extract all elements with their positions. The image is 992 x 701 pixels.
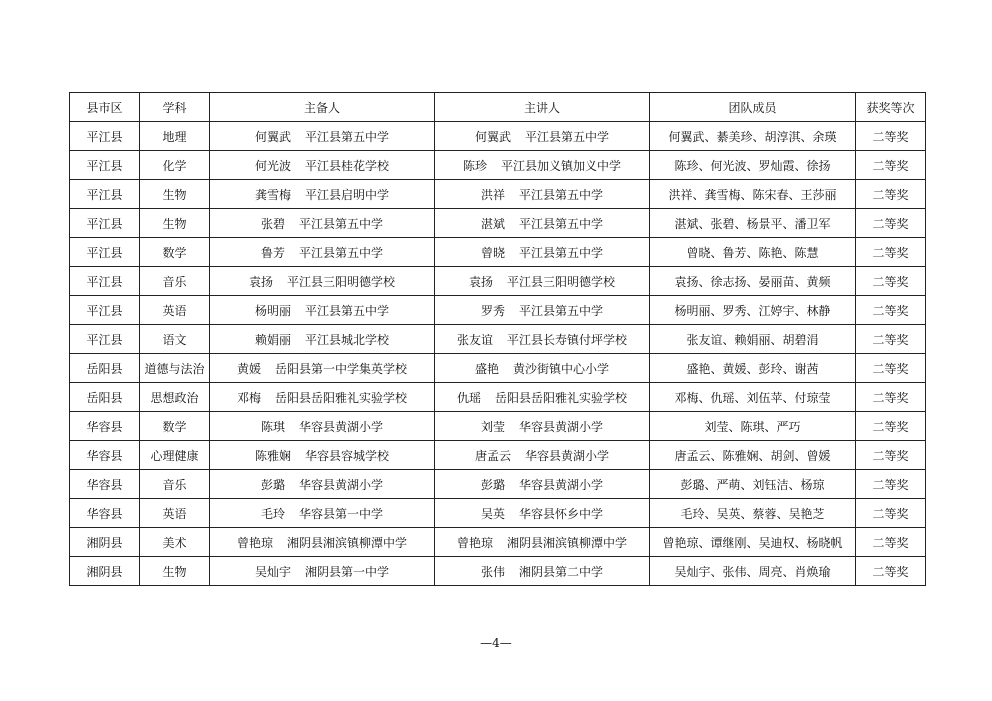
lecturer-cell-school: 华容县黄湖小学: [519, 477, 604, 492]
preparer-cell-name: 陈琪: [260, 419, 285, 434]
team-cell: 湛斌、张碧、杨景平、潘卫军: [650, 209, 856, 238]
award-cell: 二等奖: [856, 296, 926, 325]
lecturer-cell: [435, 267, 650, 296]
lecturer-cell-school: 平江县三阳明德学校: [507, 274, 616, 289]
preparer-cell: [210, 557, 435, 586]
table-row: [70, 441, 926, 470]
subject-cell: 道德与法治: [140, 354, 210, 383]
subject-cell: 音乐: [140, 470, 210, 499]
lecturer-cell: [435, 499, 650, 528]
preparer-cell-school: 岳阳县第一中学集英学校: [275, 361, 408, 376]
lecturer-cell-school: 华容县黄湖小学: [519, 419, 604, 434]
team-cell: 毛玲、吴英、蔡蓉、吴艳芝: [650, 499, 856, 528]
preparer-cell: [210, 499, 435, 528]
county-cell: 平江县: [70, 238, 140, 267]
lecturer-cell-name: 曾晓: [480, 245, 505, 260]
county-cell: 平江县: [70, 209, 140, 238]
team-cell: 曾艳琼、谭继刚、吴迪权、杨晓帆: [650, 528, 856, 557]
award-cell: 二等奖: [856, 470, 926, 499]
lecturer-cell: [435, 238, 650, 267]
award-cell: 二等奖: [856, 238, 926, 267]
preparer-cell: [210, 325, 435, 354]
award-cell: 二等奖: [856, 412, 926, 441]
table-row: [70, 151, 926, 180]
table-row: [70, 122, 926, 151]
preparer-cell-school: 华容县黄湖小学: [299, 419, 384, 434]
team-cell: 张友谊、赖娟丽、胡碧涓: [650, 325, 856, 354]
preparer-cell-name: 赖娟丽: [254, 332, 291, 347]
header-preparer: 主备人: [210, 93, 435, 122]
preparer-cell: [210, 528, 435, 557]
page-number: —4—: [480, 636, 512, 650]
preparer-cell-name: 邓梅: [236, 390, 261, 405]
county-cell: 华容县: [70, 470, 140, 499]
county-cell: 平江县: [70, 267, 140, 296]
subject-cell: 数学: [140, 412, 210, 441]
lecturer-cell-name: 陈珍: [462, 158, 487, 173]
lecturer-cell-name: 仇瑶: [456, 390, 481, 405]
team-cell: 唐孟云、陈雅娴、胡剑、曾媛: [650, 441, 856, 470]
lecturer-cell: [435, 180, 650, 209]
lecturer-cell: [435, 383, 650, 412]
table-row: [70, 470, 926, 499]
lecturer-cell: [435, 325, 650, 354]
subject-cell: 思想政治: [140, 383, 210, 412]
preparer-cell: [210, 354, 435, 383]
award-cell: 二等奖: [856, 325, 926, 354]
preparer-cell-school: 平江县启明中学: [305, 187, 390, 202]
preparer-cell: [210, 267, 435, 296]
preparer-cell-name: 袁扬: [248, 274, 273, 289]
team-cell: 曾晓、鲁芳、陈艳、陈慧: [650, 238, 856, 267]
preparer-cell-school: 平江县桂花学校: [305, 158, 390, 173]
lecturer-cell-name: 盛艳: [474, 361, 499, 376]
preparer-cell-name: 毛玲: [260, 506, 285, 521]
preparer-cell-name: 黄媛: [236, 361, 261, 376]
table-row: [70, 354, 926, 383]
county-cell: 华容县: [70, 412, 140, 441]
subject-cell: 语文: [140, 325, 210, 354]
lecturer-cell-name: 罗秀: [480, 303, 505, 318]
preparer-cell: [210, 209, 435, 238]
lecturer-cell-name: 湛斌: [480, 216, 505, 231]
preparer-cell-school: 平江县第五中学: [299, 245, 384, 260]
preparer-cell-school: 湘阴县第一中学: [305, 564, 390, 579]
subject-cell: 英语: [140, 296, 210, 325]
lecturer-cell-name: 袁扬: [468, 274, 493, 289]
lecturer-cell-name: 何翼武: [474, 129, 511, 144]
lecturer-cell-name: 曾艳琼: [456, 535, 493, 550]
team-cell: 吴灿宇、张伟、周亮、肖焕瑜: [650, 557, 856, 586]
preparer-cell-name: 杨明丽: [254, 303, 291, 318]
award-cell: 二等奖: [856, 441, 926, 470]
award-cell: 二等奖: [856, 122, 926, 151]
lecturer-cell: [435, 354, 650, 383]
lecturer-cell: [435, 412, 650, 441]
preparer-cell-name: 何光波: [254, 158, 291, 173]
team-cell: 邓梅、仇瑶、刘伍苹、付琼莹: [650, 383, 856, 412]
award-cell: 二等奖: [856, 557, 926, 586]
preparer-cell-school: 湘阴县湘滨镇柳潭中学: [287, 535, 408, 550]
preparer-cell: [210, 470, 435, 499]
table-row: [70, 383, 926, 412]
lecturer-cell-school: 华容县黄湖小学: [525, 448, 610, 463]
lecturer-cell: [435, 209, 650, 238]
lecturer-cell-school: 平江县第五中学: [519, 216, 604, 231]
county-cell: 平江县: [70, 180, 140, 209]
award-cell: 二等奖: [856, 151, 926, 180]
team-cell: 何翼武、綦美珍、胡淳淇、余瑛: [650, 122, 856, 151]
preparer-cell-school: 平江县三阳明德学校: [287, 274, 396, 289]
preparer-cell-name: 龚雪梅: [254, 187, 291, 202]
preparer-cell-name: 张碧: [260, 216, 285, 231]
subject-cell: 生物: [140, 180, 210, 209]
table-row: [70, 180, 926, 209]
preparer-cell-school: 平江县城北学校: [305, 332, 390, 347]
lecturer-cell-school: 平江县第五中学: [519, 245, 604, 260]
preparer-cell: [210, 296, 435, 325]
county-cell: 平江县: [70, 122, 140, 151]
award-cell: 二等奖: [856, 180, 926, 209]
subject-cell: 数学: [140, 238, 210, 267]
preparer-cell: [210, 412, 435, 441]
lecturer-cell: [435, 441, 650, 470]
preparer-cell-school: 华容县容城学校: [305, 448, 390, 463]
preparer-cell: [210, 151, 435, 180]
preparer-cell-school: 华容县第一中学: [299, 506, 384, 521]
subject-cell: 地理: [140, 122, 210, 151]
lecturer-cell-school: 平江县加义镇加义中学: [501, 158, 622, 173]
preparer-cell-name: 彭璐: [260, 477, 285, 492]
county-cell: 平江县: [70, 151, 140, 180]
lecturer-cell-name: 洪祥: [480, 187, 505, 202]
lecturer-cell-school: 平江县第五中学: [519, 187, 604, 202]
county-cell: 湘阴县: [70, 528, 140, 557]
table-row: [70, 557, 926, 586]
lecturer-cell-name: 吴英: [480, 506, 505, 521]
lecturer-cell: [435, 528, 650, 557]
preparer-cell-name: 陈雅娴: [254, 448, 291, 463]
subject-cell: 生物: [140, 557, 210, 586]
lecturer-cell-school: 华容县怀乡中学: [519, 506, 604, 521]
preparer-cell-school: 平江县第五中学: [305, 303, 390, 318]
award-cell: 二等奖: [856, 209, 926, 238]
preparer-cell: [210, 238, 435, 267]
table-body: [70, 122, 926, 586]
lecturer-cell-name: 张伟: [480, 564, 505, 579]
table-row: [70, 325, 926, 354]
table-header-row: [70, 93, 926, 122]
table-row: [70, 209, 926, 238]
header-subject: 学科: [140, 93, 210, 122]
preparer-cell-school: 平江县第五中学: [299, 216, 384, 231]
lecturer-cell-name: 彭璐: [480, 477, 505, 492]
award-cell: 二等奖: [856, 383, 926, 412]
team-cell: 刘莹、陈琪、严巧: [650, 412, 856, 441]
preparer-cell: [210, 122, 435, 151]
lecturer-cell-school: 湘阴县湘滨镇柳潭中学: [507, 535, 628, 550]
county-cell: 平江县: [70, 296, 140, 325]
header-lecturer: 主讲人: [435, 93, 650, 122]
preparer-cell-name: 曾艳琼: [236, 535, 273, 550]
lecturer-cell: [435, 122, 650, 151]
subject-cell: 英语: [140, 499, 210, 528]
team-cell: 洪祥、龚雪梅、陈宋春、王莎丽: [650, 180, 856, 209]
team-cell: 盛艳、黄媛、彭玲、谢茜: [650, 354, 856, 383]
table-row: [70, 499, 926, 528]
table-row: [70, 296, 926, 325]
team-cell: 袁扬、徐志扬、晏丽苗、黄频: [650, 267, 856, 296]
award-cell: 二等奖: [856, 499, 926, 528]
team-cell: 彭璐、严萌、刘钰洁、杨琼: [650, 470, 856, 499]
award-cell: 二等奖: [856, 528, 926, 557]
preparer-cell-name: 吴灿宇: [254, 564, 291, 579]
county-cell: 平江县: [70, 325, 140, 354]
lecturer-cell-school: 黄沙街镇中心小学: [513, 361, 610, 376]
county-cell: 华容县: [70, 499, 140, 528]
subject-cell: 化学: [140, 151, 210, 180]
lecturer-cell-school: 岳阳县岳阳雅礼实验学校: [495, 390, 628, 405]
subject-cell: 美术: [140, 528, 210, 557]
county-cell: 湘阴县: [70, 557, 140, 586]
lecturer-cell-name: 唐孟云: [474, 448, 511, 463]
award-cell: 二等奖: [856, 354, 926, 383]
team-cell: 杨明丽、罗秀、江婷宇、林静: [650, 296, 856, 325]
preparer-cell-school: 华容县黄湖小学: [299, 477, 384, 492]
lecturer-cell-name: 刘莹: [480, 419, 505, 434]
header-county: 县市区: [70, 93, 140, 122]
county-cell: 华容县: [70, 441, 140, 470]
table-row: [70, 238, 926, 267]
preparer-cell-school: 岳阳县岳阳雅礼实验学校: [275, 390, 408, 405]
awards-table: [69, 92, 926, 586]
lecturer-cell-school: 平江县第五中学: [525, 129, 610, 144]
award-cell: 二等奖: [856, 267, 926, 296]
preparer-cell-name: 鲁芳: [260, 245, 285, 260]
lecturer-cell-school: 平江县长寿镇付坪学校: [507, 332, 628, 347]
preparer-cell: [210, 383, 435, 412]
county-cell: 岳阳县: [70, 354, 140, 383]
table-row: [70, 528, 926, 557]
preparer-cell: [210, 441, 435, 470]
lecturer-cell-school: 湘阴县第二中学: [519, 564, 604, 579]
lecturer-cell-name: 张友谊: [456, 332, 493, 347]
lecturer-cell: [435, 151, 650, 180]
lecturer-cell-school: 平江县第五中学: [519, 303, 604, 318]
table-row: [70, 267, 926, 296]
county-cell: 岳阳县: [70, 383, 140, 412]
lecturer-cell: [435, 557, 650, 586]
preparer-cell-school: 平江县第五中学: [305, 129, 390, 144]
subject-cell: 生物: [140, 209, 210, 238]
subject-cell: 心理健康: [140, 441, 210, 470]
preparer-cell: [210, 180, 435, 209]
team-cell: 陈珍、何光波、罗灿霞、徐扬: [650, 151, 856, 180]
lecturer-cell: [435, 296, 650, 325]
header-team: 团队成员: [650, 93, 856, 122]
header-award: 获奖等次: [856, 93, 926, 122]
table-row: [70, 412, 926, 441]
preparer-cell-name: 何翼武: [254, 129, 291, 144]
subject-cell: 音乐: [140, 267, 210, 296]
lecturer-cell: [435, 470, 650, 499]
